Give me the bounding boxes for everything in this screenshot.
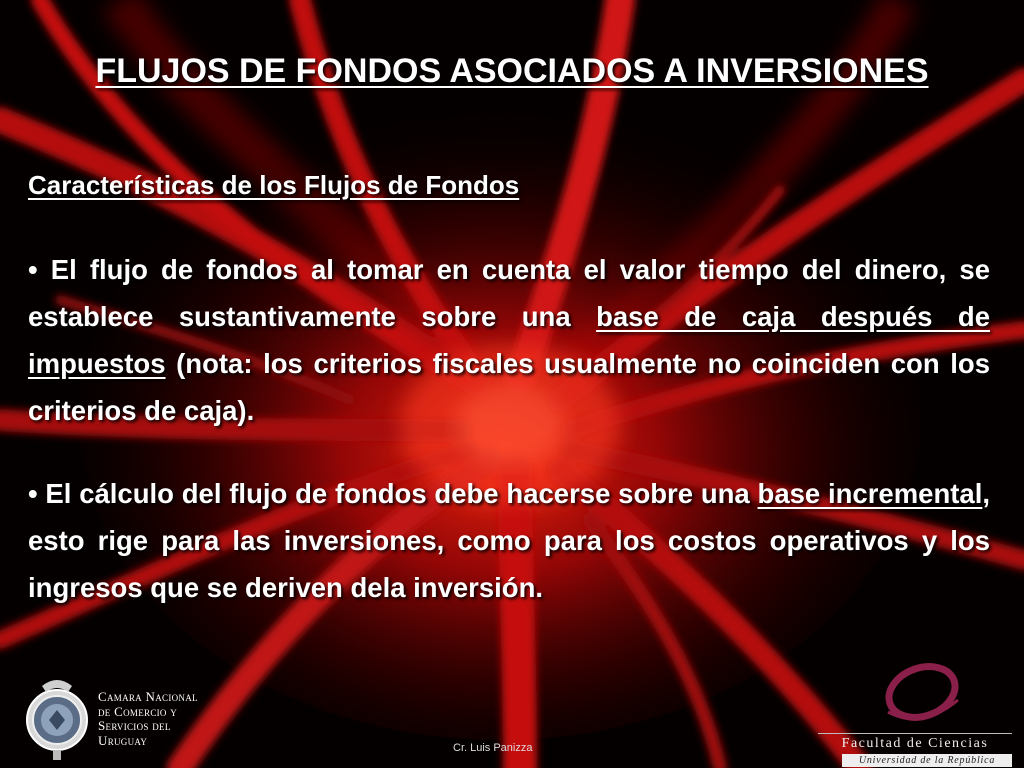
paragraph-text: , esto rige para las inversiones, como para los costos operativos y los ingresos que se deriven dela inversión. (28, 478, 990, 603)
faculty-logo (808, 660, 1018, 766)
chamber-name (98, 690, 198, 748)
underlined-term: base de caja después de impuestos (28, 301, 990, 379)
bullet-marker: • (28, 478, 38, 509)
bullet-paragraph-1 (28, 246, 990, 434)
paragraph-text: El flujo de fondos al tomar en cuenta el valor tiempo del dinero, se establece sustantivamente sobre una (28, 254, 990, 332)
faculty-logo-icon (882, 660, 962, 724)
chamber-line: Uruguay (98, 732, 148, 748)
chamber-line: Camara Nacional (98, 689, 198, 704)
chamber-logo (22, 672, 262, 762)
paragraph-text: (nota: los criterios fiscales usualmente no coinciden con los criterios de caja). (28, 348, 990, 426)
faculty-divider (818, 733, 1012, 734)
author-credit: Cr. Luis Panizza (453, 742, 533, 754)
faculty-name: Facultad de Ciencias (841, 736, 989, 751)
slide-title: FLUJOS DE FONDOS ASOCIADOS A INVERSIONES (95, 52, 929, 90)
paragraph-text: El cálculo del flujo de fondos debe hacerse sobre una (37, 478, 758, 509)
section-heading: Características de los Flujos de Fondos (28, 170, 520, 200)
bullet-marker: • (28, 254, 38, 285)
chamber-line: Servicios del (98, 718, 171, 733)
underlined-term: base incremental (757, 478, 983, 509)
seal-logo-icon (22, 672, 92, 762)
chamber-line: de Comercio y (98, 703, 178, 719)
university-name: Universidad de la República (842, 754, 1012, 767)
bullet-paragraph-2 (28, 470, 990, 611)
